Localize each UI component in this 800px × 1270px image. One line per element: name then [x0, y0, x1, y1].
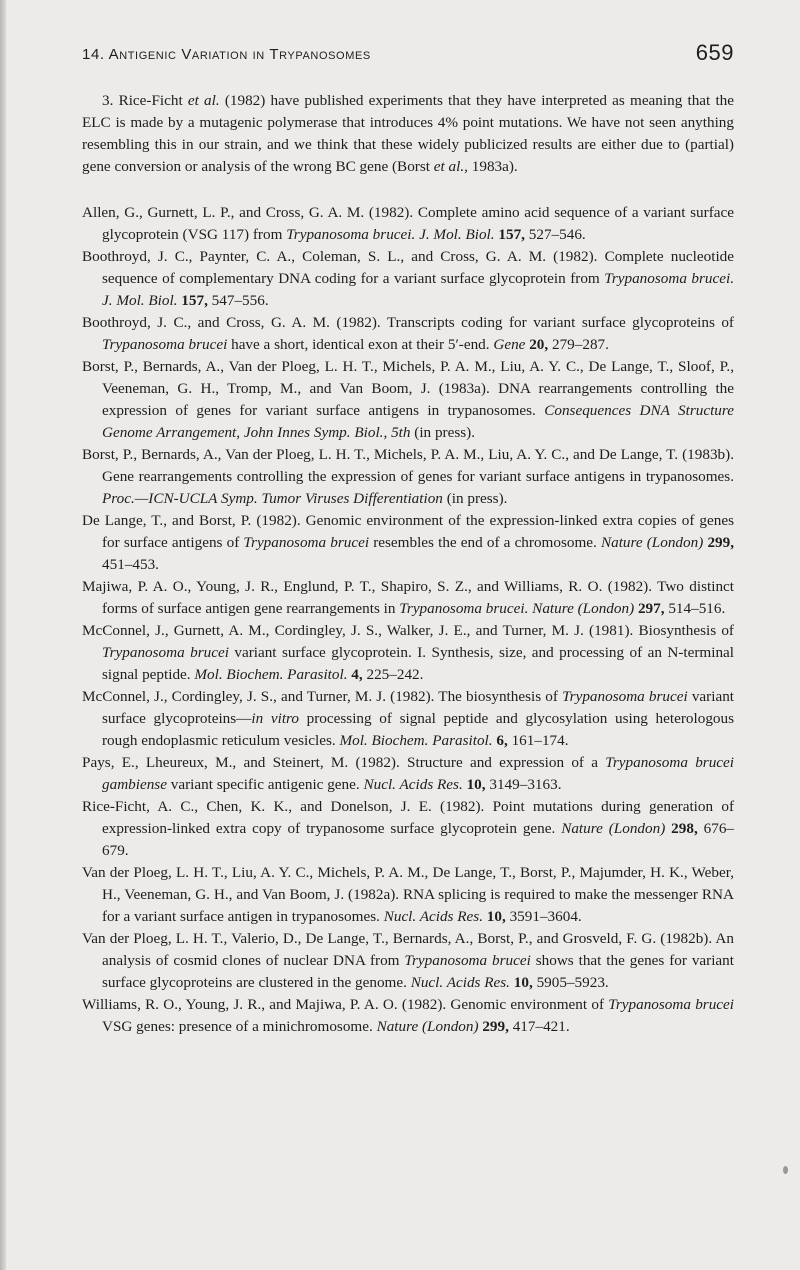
reference-van-der-ploeg-1982b: Van der Ploeg, L. H. T., Valerio, D., De Lange, T., Bernards, A., Borst, P., and Grosveld, F. G. (1982b). An analysis of cosmid clones of nuclear DNA from Trypanosoma brucei shows that the genes for variant surface glycoproteins are clustered in the genome. Nucl. Acids Res. 10, 5905–5923.: [82, 930, 734, 991]
reference-borst-1983b: Borst, P., Bernards, A., Van der Ploeg, L. H. T., Michels, P. A. M., Liu, A. Y. C., and De Lange, T. (1983b). Gene rearrangements controlling the expression of genes for variant surface antigens in trypanosomes. Proc.—ICN-UCLA Symp. Tumor Viruses Differentiation (in press).: [82, 446, 734, 507]
reference-pays-1982: Pays, E., Lheureux, M., and Steinert, M. (1982). Structure and expression of a Trypanosoma brucei gambiense variant specific antigenic gene. Nucl. Acids Res. 10, 3149–3163.: [82, 754, 735, 793]
reference-boothroyd-paynter-1982: Boothroyd, J. C., Paynter, C. A., Coleman, S. L., and Cross, G. A. M. (1982). Complete nucleotide sequence of complementary DNA coding for a variant surface glycoprotein from Trypanosoma brucei. J. Mol. Biol. 157, 547–556.: [82, 248, 734, 309]
footnote-3: 3. Rice-Ficht et al. (1982) have published experiments that they have interpreted as meaning that the ELC is made by a mutagenic polymerase that introduces 4% point mutations. We have not seen anything resembling this in our strain, and we think that these widely publicized results are either due to (partial) gene conversion or analysis of the wrong BC gene (Borst et al., 1983a).: [82, 92, 735, 175]
page-header: [82, 40, 734, 80]
reference-van-der-ploeg-1982a: Van der Ploeg, L. H. T., Liu, A. Y. C., Michels, P. A. M., De Lange, T., Borst, P., Majumder, H. K., Weber, H., Veeneman, G. H., and Van Boom, J. (1982a). RNA splicing is required to make the messenger RNA for a variant surface antigen in trypanosomes. Nucl. Acids Res. 10, 3591–3604.: [82, 864, 734, 925]
reference-de-lange-1982: De Lange, T., and Borst, P. (1982). Genomic environment of the expression-linked extra copies of genes for surface antigens of Trypanosoma brucei resembles the end of a chromosome. Nature (London) 299, 451–453.: [82, 512, 735, 573]
reference-majiwa-1982: Majiwa, P. A. O., Young, J. R., Englund, P. T., Shapiro, S. Z., and Williams, R. O. (1982). Two distinct forms of surface antigen gene rearrangements in Trypanosoma brucei. Nature (London) 297, 514–516.: [82, 578, 734, 617]
reference-list: [82, 202, 734, 1038]
page-number: 659: [695, 40, 734, 65]
reference-rice-ficht-1982: Rice-Ficht, A. C., Chen, K. K., and Donelson, J. E. (1982). Point mutations during generation of expression-linked extra copy of trypanosome surface glycoprotein gene. Nature (London) 298, 676–679.: [82, 798, 735, 859]
reference-williams-1982: Williams, R. O., Young, J. R., and Majiwa, P. A. O. (1982). Genomic environment of Trypanosoma brucei VSG genes: presence of a minichromosome. Nature (London) 299, 417–421.: [82, 996, 735, 1035]
reference-allen-1982: Allen, G., Gurnett, L. P., and Cross, G. A. M. (1982). Complete amino acid sequence of a variant surface glycoprotein (VSG 117) from Trypanosoma brucei. J. Mol. Biol. 157, 527–546.: [82, 204, 734, 243]
reference-mcconnel-1981: McConnel, J., Gurnett, A. M., Cordingley, J. S., Walker, J. E., and Turner, M. J. (1981). Biosynthesis of Trypanosoma brucei variant surface glycoprotein. I. Synthesis, size, and processing of an N-terminal signal peptide. Mol. Biochem. Parasitol. 4, 225–242.: [82, 622, 735, 683]
reference-mcconnel-1982: McConnel, J., Cordingley, J. S., and Turner, M. J. (1982). The biosynthesis of Trypanosoma brucei variant surface glycoproteins—in vitro processing of signal peptide and glycosylation using heterologous rough endoplasmic reticulum vesicles. Mol. Biochem. Parasitol. 6, 161–174.: [82, 688, 735, 749]
reference-borst-1983a: Borst, P., Bernards, A., Van der Ploeg, L. H. T., Michels, P. A. M., Liu, A. Y. C., De Lange, T., Sloof, P., Veeneman, G. H., Tromp, M., and Van Boom, J. (1983a). DNA rearrangements controlling the expression of genes for variant surface antigens in trypanosomes. Consequences DNA Structure Genome Arrangement, John Innes Symp. Biol., 5th (in press).: [82, 358, 734, 441]
reference-boothroyd-cross-1982: Boothroyd, J. C., and Cross, G. A. M. (1982). Transcripts coding for variant surface glycoproteins of Trypanosoma brucei have a short, identical exon at their 5′-end. Gene 20, 279–287.: [82, 314, 734, 353]
running-head: 14. Antigenic Variation in Trypanosomes: [82, 46, 371, 63]
page-speck: [783, 1166, 788, 1174]
page-binding-edge: [0, 0, 6, 1270]
